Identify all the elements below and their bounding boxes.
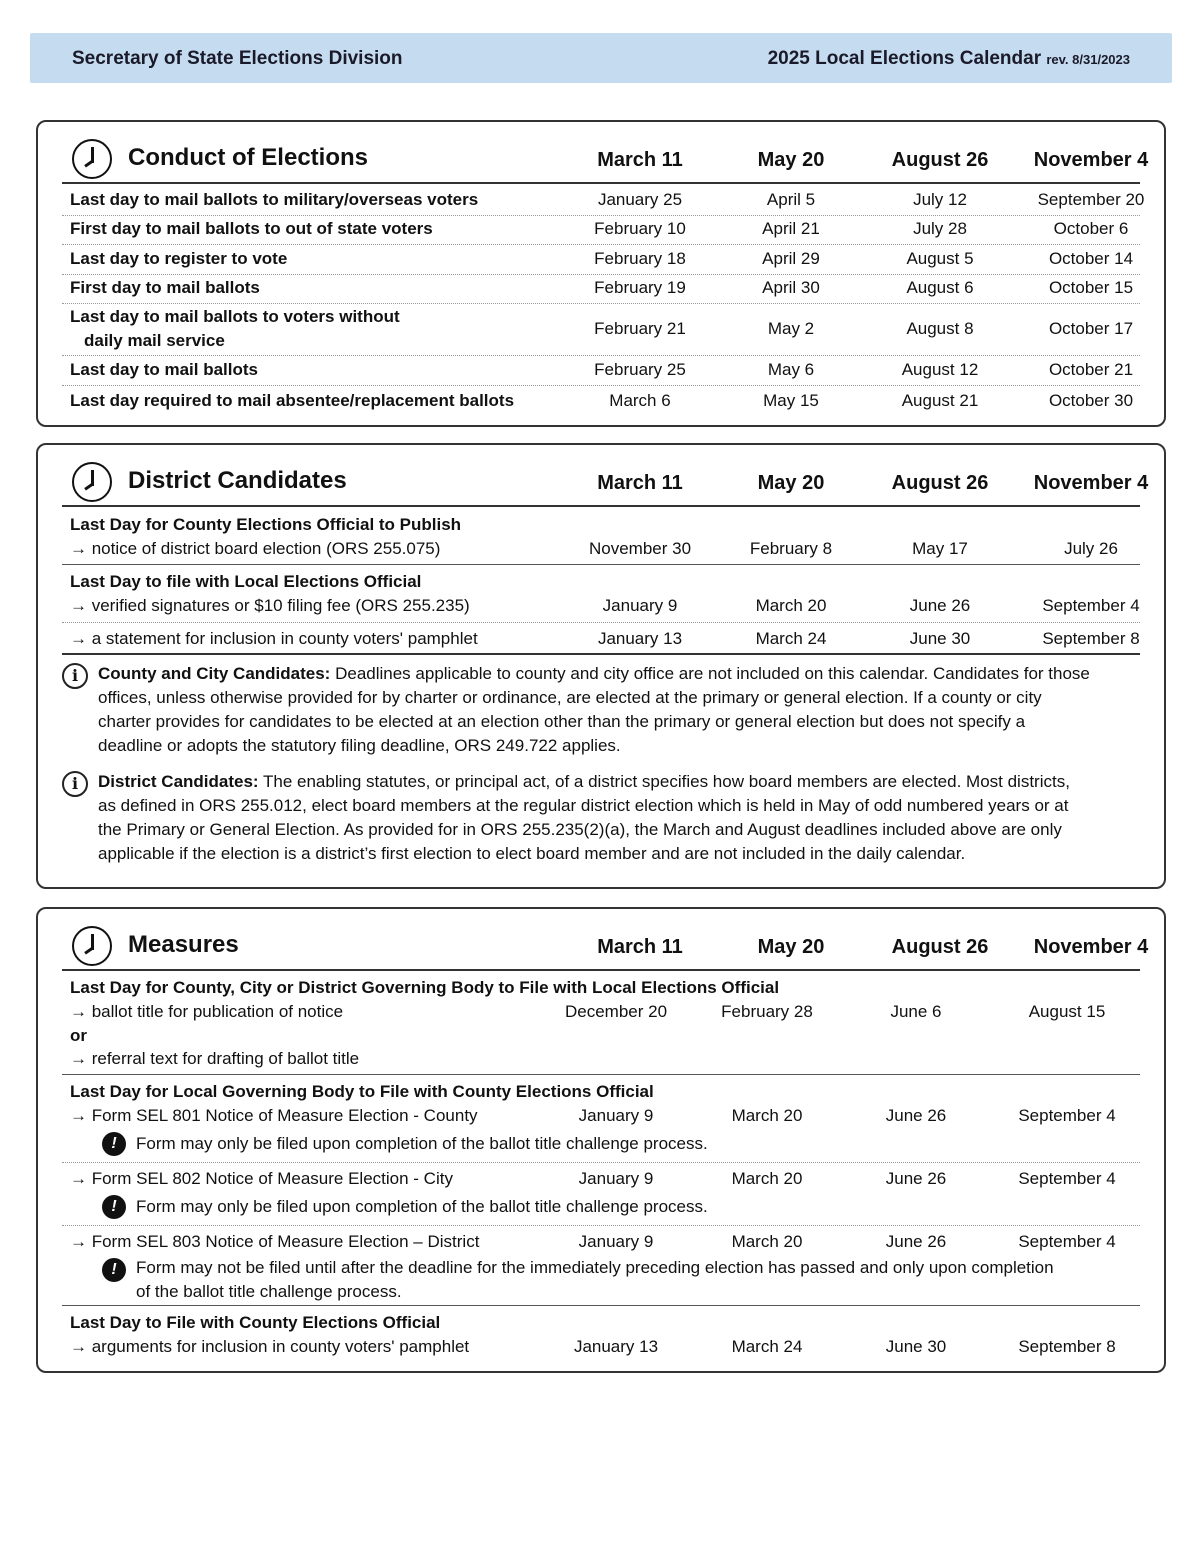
info-line: the Primary or General Election. As provided for in ORS 255.235(2)(a), the March and August deadlines included above are only (98, 820, 1062, 839)
date-cell: April 21 (762, 219, 820, 238)
list-item: → ballot title for publication of notice (70, 1002, 344, 1021)
date-cell: January 13 (573, 1337, 659, 1356)
date-cell: March 20 (755, 596, 827, 615)
group-heading: Last Day for County Elections Official to Publish (70, 515, 462, 534)
info-line (98, 770, 1134, 794)
header-band (30, 33, 1172, 83)
warning-line: Form may not be filed until after the deadline for the immediately preceding election has passed and only upon completion (136, 1258, 1054, 1277)
table-row (62, 187, 1145, 216)
date-cell: June 26 (909, 596, 971, 615)
date-cell: August 6 (906, 278, 974, 297)
date-cell: September 4 (1018, 1169, 1116, 1188)
info-line: offices, unless otherwise provided for by charter or ordinance, are elected at the primary or general election. If a county or city (98, 688, 1042, 707)
date-cell: April 29 (762, 249, 820, 268)
conduct-header (62, 122, 1149, 184)
date-cell: September 4 (1042, 596, 1140, 615)
section-title: Conduct of Elections (128, 144, 368, 171)
conduct-panel (36, 120, 1166, 427)
group-heading: Last Day for Local Governing Body to File with County Elections Official (70, 1082, 654, 1101)
date-cell: May 17 (912, 539, 968, 558)
date-cell: July 28 (913, 219, 967, 238)
warning-note (136, 1256, 1124, 1304)
date-cell: September 8 (1018, 1337, 1116, 1356)
date-cell: October 17 (1048, 319, 1134, 338)
date-cell: May 6 (767, 360, 815, 379)
warning-line: of the ballot title challenge process. (136, 1282, 402, 1301)
header-title-text: 2025 Local Elections Calendar (767, 48, 1042, 69)
list-item: → a statement for inclusion in county voters' pamphlet (70, 629, 478, 648)
date-cell: July 12 (913, 190, 967, 209)
date-cell: October 6 (1053, 219, 1129, 238)
divider (62, 1074, 1140, 1075)
column-header: March 11 (597, 149, 683, 171)
section-title: Measures (128, 931, 239, 958)
date-cell: December 20 (564, 1002, 668, 1021)
date-cell: January 25 (597, 190, 683, 209)
group-heading: Last Day to File with County Elections Official (70, 1313, 441, 1332)
date-cell: February 18 (594, 249, 686, 268)
header-revision: rev. 8/31/2023 (1046, 52, 1130, 67)
date-cell: February 19 (594, 278, 686, 297)
date-cell: August 12 (901, 360, 979, 379)
divider (62, 653, 1140, 655)
date-cell: February 8 (749, 539, 833, 558)
exclamation-icon: ! (102, 1132, 126, 1156)
warning-note: Form may only be filed upon completion of the ballot title challenge process. (136, 1134, 708, 1153)
row-label: Last day to mail ballots to voters without (70, 307, 400, 326)
info-icon: i (62, 771, 88, 797)
header-calendar-title (768, 48, 1130, 70)
date-cell: October 30 (1048, 391, 1134, 410)
table-row (62, 356, 1140, 386)
list-item: → Form SEL 802 Notice of Measure Election - City (70, 1169, 453, 1188)
date-cell: March 20 (731, 1106, 803, 1125)
list-item: → notice of district board election (ORS 255.075) (70, 539, 441, 558)
date-cell: August 21 (901, 391, 979, 410)
divider (62, 1225, 1140, 1226)
date-cell: October 15 (1048, 278, 1134, 297)
divider (62, 564, 1140, 565)
info-paragraph-county-city (98, 662, 1134, 758)
date-cell: February 28 (721, 1002, 813, 1021)
column-header: August 26 (891, 149, 989, 171)
table-row (62, 275, 1140, 304)
date-cell: June 26 (885, 1106, 947, 1125)
date-cell: August 5 (906, 249, 974, 268)
exclamation-icon: ! (102, 1258, 126, 1282)
table-row (62, 245, 1140, 275)
clock-icon (72, 139, 112, 179)
divider (62, 1162, 1140, 1163)
column-header: May 20 (757, 472, 825, 494)
column-header: May 20 (757, 149, 825, 171)
date-cell: May 15 (763, 391, 819, 410)
date-cell: February 25 (594, 360, 686, 379)
date-cell: June 26 (885, 1232, 947, 1251)
info-line: applicable if the election is a district’s first election to elect board member and are not included in the daily calendar. (98, 844, 966, 863)
list-item: → verified signatures or $10 filing fee (ORS 255.235) (70, 596, 470, 615)
column-header: August 26 (891, 472, 989, 494)
table-row (62, 216, 1140, 245)
date-cell: June 30 (885, 1337, 947, 1356)
table-row (62, 386, 1140, 418)
clock-icon (72, 926, 112, 966)
section-title: District Candidates (128, 467, 347, 494)
measures-panel (36, 907, 1166, 1373)
info-label: District Candidates: (98, 772, 259, 791)
info-label: County and City Candidates: (98, 664, 331, 683)
date-cell: May 2 (767, 319, 815, 338)
measures-header (62, 909, 1149, 971)
date-cell: July 26 (1064, 539, 1118, 558)
date-cell: October 21 (1048, 360, 1134, 379)
date-cell: October 14 (1048, 249, 1134, 268)
district-panel (36, 443, 1166, 889)
row-label: Last day required to mail absentee/replacement ballots (70, 391, 515, 410)
date-cell: January 9 (578, 1232, 654, 1251)
column-header: November 4 (1033, 149, 1149, 171)
warning-note: Form may only be filed upon completion of the ballot title challenge process. (136, 1197, 708, 1216)
column-header: November 4 (1033, 472, 1149, 494)
list-item: → Form SEL 801 Notice of Measure Election - County (70, 1106, 478, 1125)
info-line: as defined in ORS 255.012, elect board members at the regular district election which is held in May of odd numbered years or at (98, 796, 1069, 815)
column-header: May 20 (757, 936, 825, 958)
column-header: March 11 (597, 936, 683, 958)
date-cell: January 13 (597, 629, 683, 648)
list-item: → arguments for inclusion in county voters' pamphlet (70, 1337, 470, 1356)
date-cell: November 30 (588, 539, 692, 558)
date-cell: August 8 (906, 319, 974, 338)
date-cell: September 8 (1042, 629, 1140, 648)
date-cell: September 4 (1018, 1232, 1116, 1251)
row-label: First day to mail ballots to out of state voters (70, 219, 433, 238)
info-icon: i (62, 663, 88, 689)
row-label-continued: daily mail service (84, 331, 225, 350)
group-heading: Last Day to file with Local Elections Official (70, 572, 422, 591)
column-header: August 26 (891, 936, 989, 958)
info-line: charter provides for candidates to be elected at an election other than the primary or general election but does not specify a (98, 712, 1026, 731)
date-cell: September 20 (1037, 190, 1145, 209)
row-label: Last day to register to vote (70, 249, 288, 268)
table-row (62, 304, 1140, 356)
divider (62, 622, 1140, 623)
date-cell: June 26 (885, 1169, 947, 1188)
date-cell: February 10 (594, 219, 686, 238)
info-line: deadline or adopts the statutory filing deadline, ORS 249.722 applies. (98, 736, 621, 755)
date-cell: February 21 (594, 319, 686, 338)
list-item: → Form SEL 803 Notice of Measure Election – District (70, 1232, 480, 1251)
date-cell: April 5 (766, 190, 816, 209)
info-text: The enabling statutes, or principal act, of a district specifies how board members are elected. Most districts, (258, 772, 1070, 791)
date-cell: June 30 (909, 629, 971, 648)
date-cell: June 6 (890, 1002, 942, 1021)
row-label: Last day to mail ballots (70, 360, 258, 379)
date-cell: March 20 (731, 1169, 803, 1188)
date-cell: January 9 (602, 596, 678, 615)
date-cell: August 15 (1028, 1002, 1106, 1021)
date-cell: September 4 (1018, 1106, 1116, 1125)
date-cell: January 9 (578, 1169, 654, 1188)
date-cell: March 24 (731, 1337, 803, 1356)
or-label: or (70, 1026, 87, 1045)
divider (62, 1305, 1140, 1306)
district-header (62, 445, 1149, 507)
column-header: March 11 (597, 472, 683, 494)
header-agency: Secretary of State Elections Division (72, 48, 403, 69)
row-label: Last day to mail ballots to military/overseas voters (70, 190, 479, 209)
info-line (98, 662, 1134, 686)
clock-icon (72, 462, 112, 502)
date-cell: March 24 (755, 629, 827, 648)
column-header: November 4 (1033, 936, 1149, 958)
info-paragraph-district (98, 770, 1134, 866)
row-label: First day to mail ballots (70, 278, 260, 297)
exclamation-icon: ! (102, 1195, 126, 1219)
info-text: Deadlines applicable to county and city office are not included on this calendar. Candidates for those (330, 664, 1090, 683)
date-cell: March 20 (731, 1232, 803, 1251)
group-heading: Last Day for County, City or District Governing Body to File with Local Elections Official (70, 978, 780, 997)
date-cell: April 30 (762, 278, 820, 297)
date-cell: March 6 (609, 391, 671, 410)
list-item: → referral text for drafting of ballot title (70, 1049, 360, 1068)
date-cell: January 9 (578, 1106, 654, 1125)
